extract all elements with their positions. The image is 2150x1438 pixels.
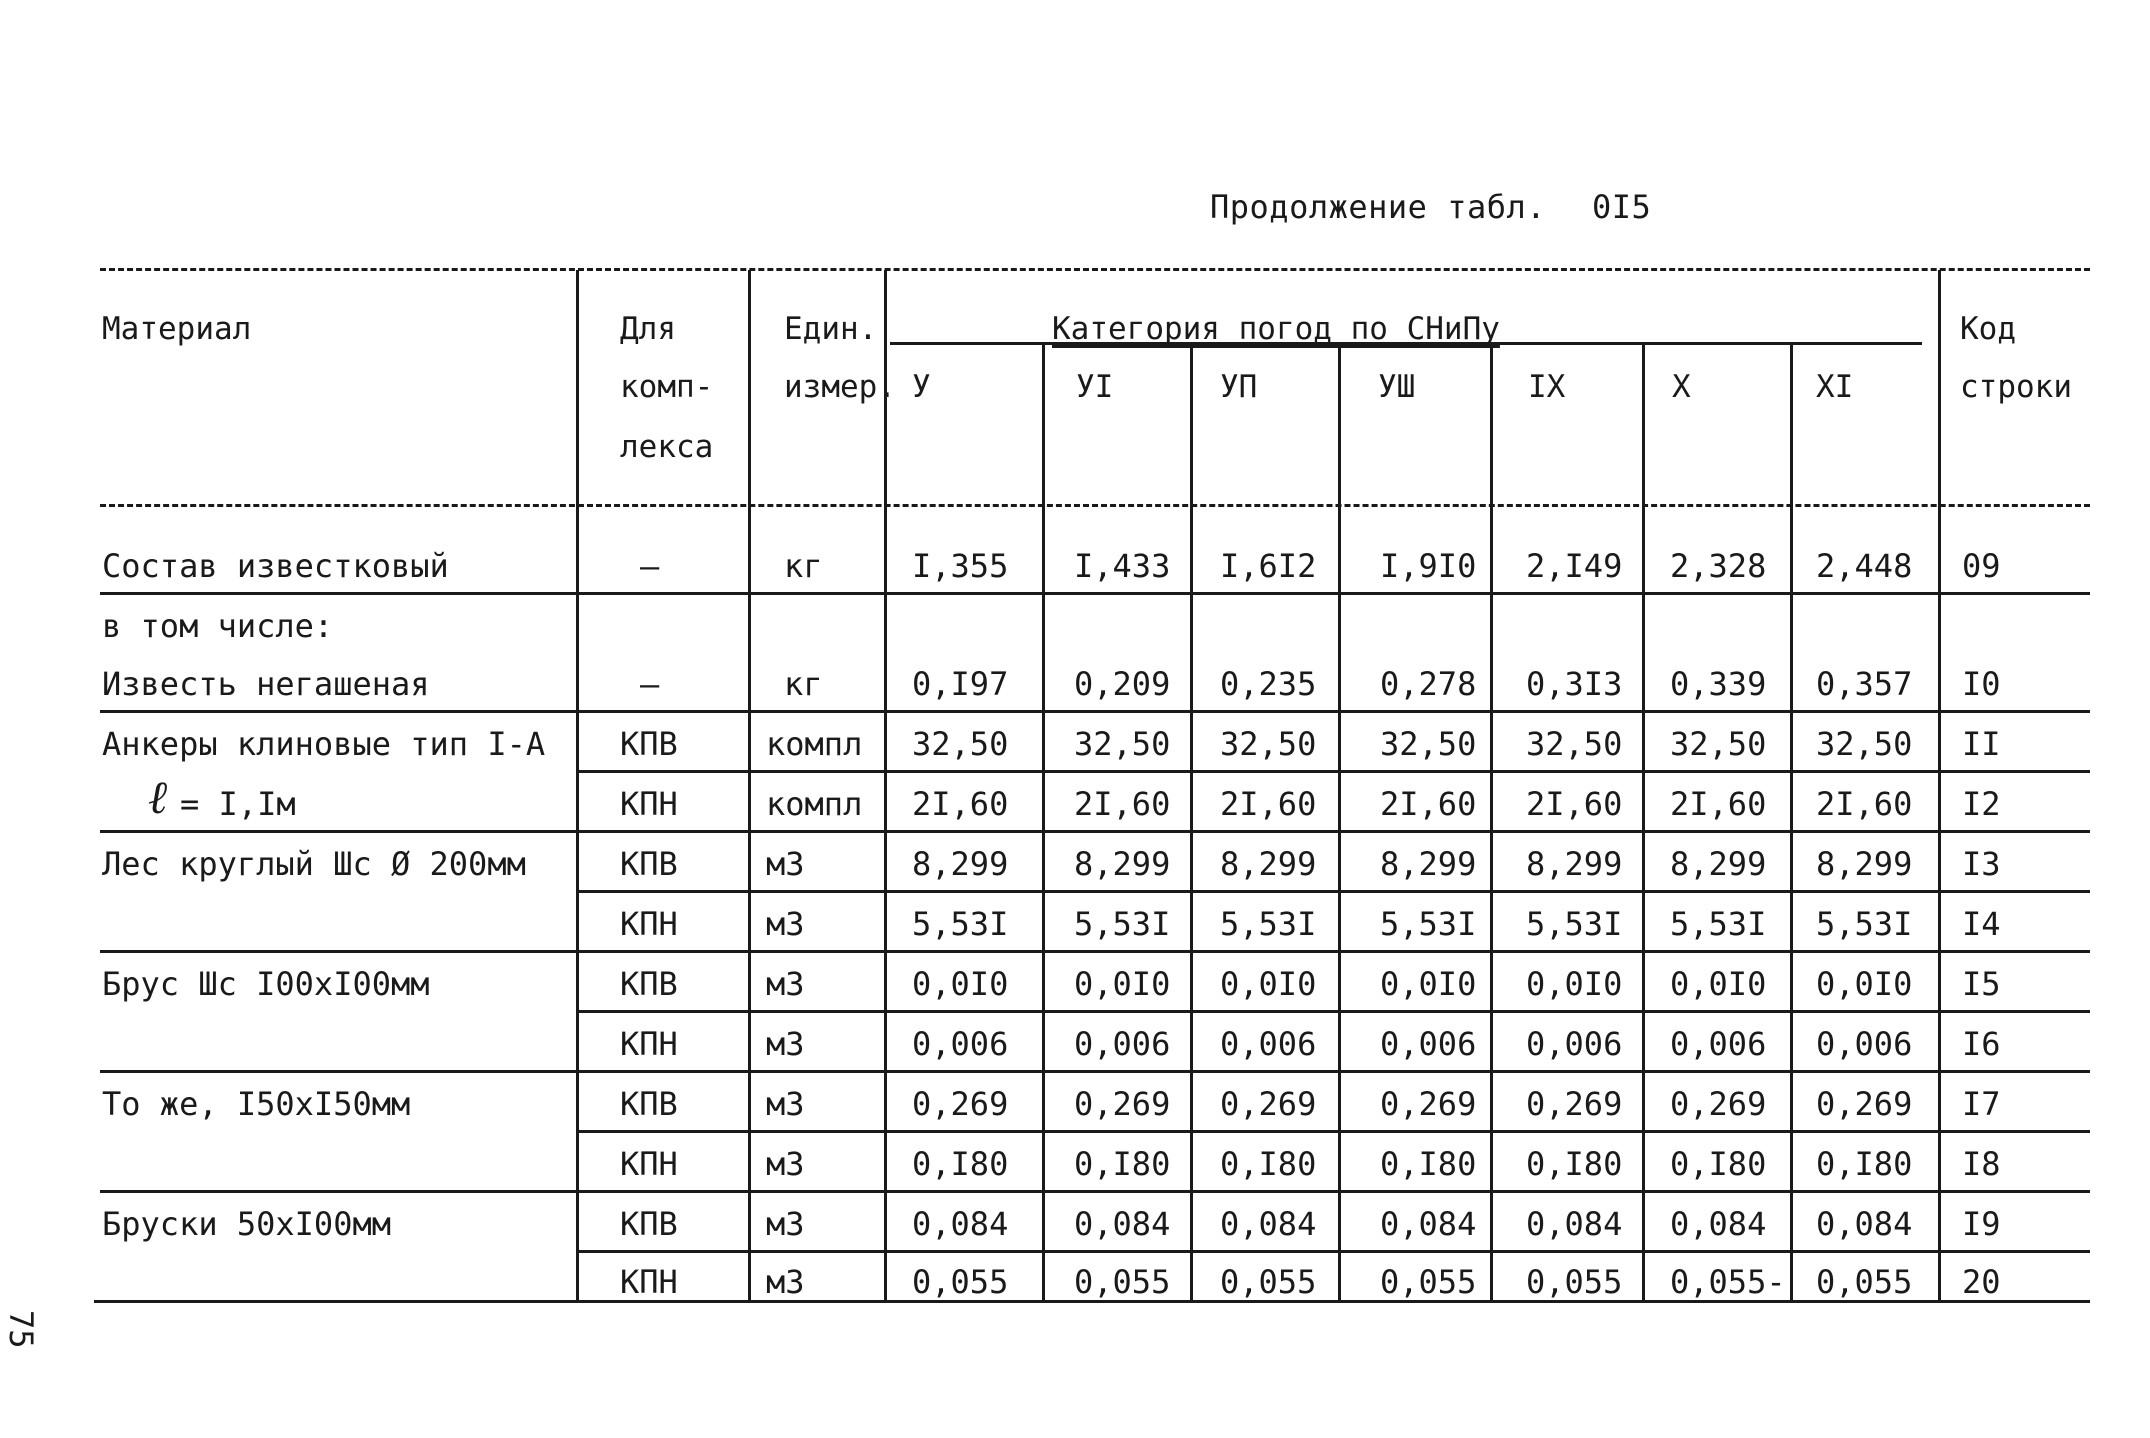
row-unit: м3 bbox=[766, 1025, 805, 1063]
row-value: 2I,60 bbox=[1526, 785, 1623, 823]
row-value: 0,084 bbox=[1816, 1205, 1913, 1243]
row-value: 0,084 bbox=[1074, 1205, 1171, 1243]
row-value: 2I,60 bbox=[1220, 785, 1317, 823]
row-material: Известь негашеная bbox=[102, 665, 430, 703]
row-unit: компл bbox=[766, 725, 863, 763]
row-value: 0,055 bbox=[1526, 1263, 1623, 1301]
row-unit: м3 bbox=[766, 845, 805, 883]
row-complex: КПН bbox=[620, 1145, 678, 1183]
row-value: 0,339 bbox=[1670, 665, 1767, 703]
header-category-title: Категория погод по СНиПу bbox=[1052, 311, 1500, 347]
row-unit: м3 bbox=[766, 1263, 805, 1301]
row-material: Бруски 50хI00мм bbox=[102, 1205, 391, 1243]
row-material: Состав известковый bbox=[102, 547, 449, 585]
header-category-7: XI bbox=[1816, 369, 1854, 405]
row-unit: компл bbox=[766, 785, 863, 823]
col-divider-complex bbox=[748, 270, 751, 1302]
header-code-line2: строки bbox=[1960, 369, 2072, 405]
row-code: I7 bbox=[1962, 1085, 2001, 1123]
row-complex: КПН bbox=[620, 905, 678, 943]
row-value: 0,3I3 bbox=[1526, 665, 1623, 703]
row-value: 8,299 bbox=[1526, 845, 1623, 883]
row-value: 2,448 bbox=[1816, 547, 1913, 585]
row-material: Лес круглый Шс Ø 200мм bbox=[102, 845, 526, 883]
row-value: 5,53I bbox=[1526, 905, 1623, 943]
row-value: 0,006 bbox=[1220, 1025, 1317, 1063]
row-value: 5,53I bbox=[1670, 905, 1767, 943]
row-code: I3 bbox=[1962, 845, 2001, 883]
row-separator bbox=[576, 1010, 2090, 1013]
caption-number: 0I5 bbox=[1592, 188, 1652, 226]
row-complex: КПВ bbox=[620, 965, 678, 1003]
row-value: 0,084 bbox=[1220, 1205, 1317, 1243]
row-complex: КПН bbox=[620, 1025, 678, 1063]
row-code: II bbox=[1962, 725, 2001, 763]
row-code: I2 bbox=[1962, 785, 2001, 823]
header-unit-line2: измер. bbox=[784, 369, 896, 405]
row-value: 0,055- bbox=[1670, 1263, 1786, 1301]
row-value: 2I,60 bbox=[912, 785, 1009, 823]
row-value: 2,328 bbox=[1670, 547, 1767, 585]
length-symbol: ℓ bbox=[148, 770, 168, 824]
row-unit: кг bbox=[784, 547, 823, 585]
row-value: 32,50 bbox=[1526, 725, 1623, 763]
row-code: I0 bbox=[1962, 665, 2001, 703]
row-value: 0,I97 bbox=[912, 665, 1009, 703]
row-value: 0,055 bbox=[1074, 1263, 1171, 1301]
row-separator bbox=[576, 1130, 2090, 1133]
row-value: 8,299 bbox=[912, 845, 1009, 883]
row-value: 2I,60 bbox=[1816, 785, 1913, 823]
row-value: 0,0I0 bbox=[1816, 965, 1913, 1003]
row-value: 0,006 bbox=[912, 1025, 1009, 1063]
row-value: 2I,60 bbox=[1074, 785, 1171, 823]
row-value: 0,055 bbox=[1380, 1263, 1477, 1301]
row-value: 0,269 bbox=[1816, 1085, 1913, 1123]
row-value: 0,0I0 bbox=[1220, 965, 1317, 1003]
col-divider-material bbox=[576, 270, 579, 1302]
row-code: I4 bbox=[1962, 905, 2001, 943]
row-value: I,9I0 bbox=[1380, 547, 1477, 585]
row-separator bbox=[100, 710, 2090, 713]
row-value: 0,006 bbox=[1816, 1025, 1913, 1063]
row-material: Анкеры клиновые тип I-А bbox=[102, 725, 546, 763]
row-value: 0,269 bbox=[1670, 1085, 1767, 1123]
row-value: 0,269 bbox=[912, 1085, 1009, 1123]
row-value: 32,50 bbox=[1380, 725, 1477, 763]
row-value: 0,0I0 bbox=[1380, 965, 1477, 1003]
row-code: I9 bbox=[1962, 1205, 2001, 1243]
header-category-5: IX bbox=[1528, 369, 1566, 405]
col-divider-cat2 bbox=[1190, 344, 1193, 1302]
row-value: 0,I80 bbox=[912, 1145, 1009, 1183]
row-value: 0,0I0 bbox=[1526, 965, 1623, 1003]
row-unit: м3 bbox=[766, 1145, 805, 1183]
col-divider-code bbox=[1938, 270, 1941, 1302]
col-divider-cat1 bbox=[1042, 344, 1045, 1302]
row-value: 0,235 bbox=[1220, 665, 1317, 703]
header-category-1: У bbox=[912, 369, 931, 405]
col-divider-cat6 bbox=[1790, 344, 1793, 1302]
row-complex: КПВ bbox=[620, 1085, 678, 1123]
row-value: 8,299 bbox=[1380, 845, 1477, 883]
header-complex-line2: комп- bbox=[620, 369, 714, 405]
row-value: 5,53I bbox=[1380, 905, 1477, 943]
row-value: 5,53I bbox=[1074, 905, 1171, 943]
row-separator bbox=[100, 830, 2090, 833]
row-value: 0,I80 bbox=[1074, 1145, 1171, 1183]
row-separator bbox=[100, 950, 2090, 953]
row-complex: – bbox=[640, 547, 660, 585]
row-value: I,433 bbox=[1074, 547, 1171, 585]
row-material: = I,Iм bbox=[180, 785, 296, 823]
col-divider-cat4 bbox=[1490, 344, 1493, 1302]
row-code: I6 bbox=[1962, 1025, 2001, 1063]
row-value: 5,53I bbox=[1220, 905, 1317, 943]
row-value: 32,50 bbox=[912, 725, 1009, 763]
row-value: 0,055 bbox=[1816, 1263, 1913, 1301]
row-value: 32,50 bbox=[1220, 725, 1317, 763]
row-value: 0,I80 bbox=[1670, 1145, 1767, 1183]
row-value: 0,I80 bbox=[1380, 1145, 1477, 1183]
row-value: 0,006 bbox=[1670, 1025, 1767, 1063]
row-value: 5,53I bbox=[912, 905, 1009, 943]
row-value: 0,055 bbox=[1220, 1263, 1317, 1301]
row-separator bbox=[576, 1250, 2090, 1253]
row-value: 8,299 bbox=[1670, 845, 1767, 883]
row-value: 0,055 bbox=[912, 1263, 1009, 1301]
col-divider-cat5 bbox=[1642, 344, 1645, 1302]
row-unit: м3 bbox=[766, 905, 805, 943]
row-value: 0,0I0 bbox=[1074, 965, 1171, 1003]
row-value: 0,084 bbox=[1380, 1205, 1477, 1243]
row-complex: КПН bbox=[620, 785, 678, 823]
row-unit: кг bbox=[784, 665, 823, 703]
row-complex: – bbox=[640, 665, 660, 703]
row-value: I,355 bbox=[912, 547, 1009, 585]
row-separator bbox=[576, 890, 2090, 893]
row-value: 0,269 bbox=[1074, 1085, 1171, 1123]
row-separator bbox=[100, 1190, 2090, 1193]
row-code: I5 bbox=[1962, 965, 2001, 1003]
row-value: 0,209 bbox=[1074, 665, 1171, 703]
row-value: 8,299 bbox=[1816, 845, 1913, 883]
row-separator bbox=[100, 1070, 2090, 1073]
row-value: 0,I80 bbox=[1220, 1145, 1317, 1183]
row-material: в том числе: bbox=[102, 607, 334, 645]
row-value: 0,269 bbox=[1526, 1085, 1623, 1123]
row-complex: КПВ bbox=[620, 1205, 678, 1243]
row-value: 32,50 bbox=[1670, 725, 1767, 763]
row-value: 0,0I0 bbox=[912, 965, 1009, 1003]
row-value: 0,357 bbox=[1816, 665, 1913, 703]
row-value: 0,269 bbox=[1380, 1085, 1477, 1123]
col-divider-cat3 bbox=[1338, 344, 1341, 1302]
table-top-rule bbox=[100, 268, 2090, 271]
row-separator bbox=[576, 770, 2090, 773]
row-value: 0,269 bbox=[1220, 1085, 1317, 1123]
row-unit: м3 bbox=[766, 1085, 805, 1123]
row-value: 0,006 bbox=[1526, 1025, 1623, 1063]
header-category-3: УП bbox=[1220, 369, 1258, 405]
header-category-4: УШ bbox=[1378, 369, 1416, 405]
col-divider-unit bbox=[884, 270, 887, 1302]
row-value: 0,084 bbox=[1670, 1205, 1767, 1243]
header-complex-line3: лекса bbox=[620, 429, 714, 465]
header-category-6: X bbox=[1672, 369, 1691, 405]
row-value: 0,006 bbox=[1074, 1025, 1171, 1063]
row-complex: КПВ bbox=[620, 845, 678, 883]
row-value: 0,278 bbox=[1380, 665, 1477, 703]
page-number: 75 bbox=[2, 1310, 40, 1349]
row-value: 8,299 bbox=[1220, 845, 1317, 883]
row-complex: КПН bbox=[620, 1263, 678, 1301]
row-code: 20 bbox=[1962, 1263, 2001, 1301]
row-code: 09 bbox=[1962, 547, 2001, 585]
row-complex: КПВ bbox=[620, 725, 678, 763]
row-value: 32,50 bbox=[1816, 725, 1913, 763]
row-value: 0,0I0 bbox=[1670, 965, 1767, 1003]
table-caption bbox=[1210, 188, 1651, 226]
row-value: I,6I2 bbox=[1220, 547, 1317, 585]
row-value: 0,084 bbox=[912, 1205, 1009, 1243]
row-value: 32,50 bbox=[1074, 725, 1171, 763]
row-code: I8 bbox=[1962, 1145, 2001, 1183]
header-unit-line1: Един. bbox=[784, 311, 878, 347]
row-value: 2,I49 bbox=[1526, 547, 1623, 585]
row-value: 0,I80 bbox=[1816, 1145, 1913, 1183]
caption-label: Продолжение табл. bbox=[1210, 188, 1547, 226]
row-value: 8,299 bbox=[1074, 845, 1171, 883]
row-unit: м3 bbox=[766, 965, 805, 1003]
row-value: 0,I80 bbox=[1526, 1145, 1623, 1183]
row-value: 0,084 bbox=[1526, 1205, 1623, 1243]
header-complex-line1: Для bbox=[620, 311, 676, 347]
row-separator bbox=[100, 592, 2090, 595]
row-value: 0,006 bbox=[1380, 1025, 1477, 1063]
row-material: То же, I50хI50мм bbox=[102, 1085, 411, 1123]
row-value: 2I,60 bbox=[1380, 785, 1477, 823]
row-value: 5,53I bbox=[1816, 905, 1913, 943]
header-material: Материал bbox=[102, 311, 252, 347]
header-category-2: УI bbox=[1076, 369, 1114, 405]
row-value: 2I,60 bbox=[1670, 785, 1767, 823]
header-code-line1: Код bbox=[1960, 311, 2016, 347]
row-material: Брус Шс I00хI00мм bbox=[102, 965, 430, 1003]
row-unit: м3 bbox=[766, 1205, 805, 1243]
